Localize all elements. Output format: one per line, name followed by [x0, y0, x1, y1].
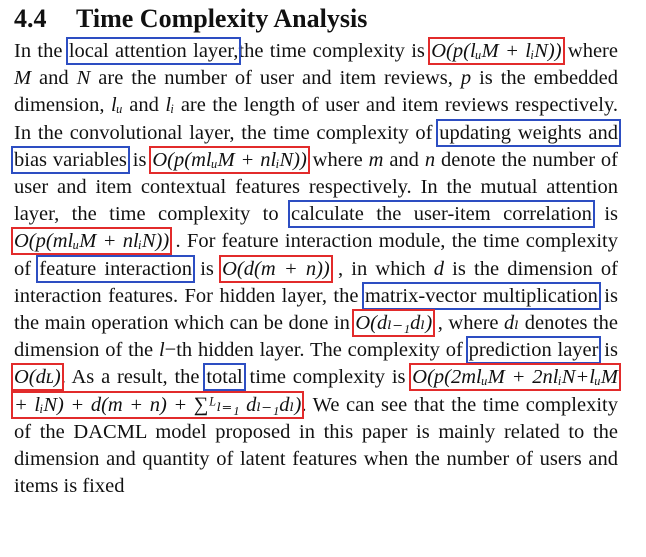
text-run: denote the number of user and item contextual features respectively. In the mutual attention layer, the time complexity to [14, 148, 619, 226]
highlight-operation: local attention layer, [68, 40, 239, 62]
math-symbol: m [368, 148, 384, 171]
text-run: and [31, 67, 77, 90]
text-run: . For feature interaction module, the time complexity of [14, 230, 618, 280]
section-number: 4.4 [14, 4, 47, 33]
highlight-complexity: O(dʟ) [14, 366, 61, 389]
text-run: . As a result, the [60, 366, 207, 389]
highlight-complexity: O(p(mlᵤM + nlᵢN)) [14, 230, 170, 253]
math-symbol: lᵤ [111, 94, 123, 117]
text-run: , where [432, 312, 505, 335]
text-run: is [591, 203, 618, 226]
text-run: is [126, 148, 153, 171]
text-run: where [561, 40, 618, 62]
math-symbol: N [76, 67, 91, 90]
math-symbol: dₗ [504, 312, 520, 335]
highlight-operation: feature interaction [39, 257, 193, 280]
text-run: are the length of user and item reviews respectively. In the convolutional layer, the time complexity of [14, 94, 618, 144]
highlight-operation: prediction layer [468, 339, 599, 362]
section-heading [14, 4, 618, 34]
math-symbol: d [433, 257, 444, 280]
math-symbol: n [424, 148, 436, 171]
text-run: is the main operation which can be done in [14, 284, 618, 335]
text-run: time complexity is [242, 366, 413, 389]
math-symbol: p [460, 67, 472, 90]
text-run: In the [14, 40, 69, 62]
text-run: is [192, 257, 223, 280]
text-run: , in which [329, 257, 434, 280]
math-symbol: lᵢ [165, 94, 175, 117]
text-run: −th hidden layer. The complexity of [164, 339, 469, 362]
text-run: is the embedded dimension, [14, 67, 618, 117]
highlight-complexity: O(p(mlᵤM + nlᵢN)) [152, 148, 307, 171]
highlight-complexity: O(p(lᵤM + lᵢN)) [431, 40, 562, 62]
document-page [14, 4, 618, 500]
text-run: is [598, 339, 618, 362]
text-run: the time complexity is [238, 40, 432, 62]
text-run: and [383, 148, 425, 171]
text-run: and [122, 94, 166, 117]
section-title: Time Complexity Analysis [76, 4, 368, 33]
text-run: . We can see that the time complexity of the DACML model proposed in this paper is mainly related to the dimension and quantity of latent features when the number of users and items is fixed [14, 393, 618, 498]
highlight-operation: calculate the user-item correlation [291, 203, 592, 226]
highlight-operation: matrix-vector multiplication [364, 284, 598, 307]
highlight-complexity: O(d(m + n)) [222, 257, 330, 280]
text-run: are the number of user and item reviews, [90, 67, 461, 90]
text-run: is the dimension of interaction features. For hidden layer, the [14, 257, 618, 307]
math-symbol: l [158, 339, 165, 362]
highlight-complexity: O(p(2mlᵤM + 2nlᵢN+lᵤM + lᵢN) + d(m + n) + ∑ᴸₗ₌₁ dₗ₋₁dₗ) [14, 366, 618, 416]
highlight-complexity: O(dₗ₋₁dₗ) [355, 312, 433, 335]
text-run: denotes the dimension of the [14, 312, 618, 362]
math-symbol: M [14, 67, 32, 90]
body-paragraph [14, 38, 618, 500]
highlight-operation: updating weights and bias variables [14, 121, 618, 171]
highlight-operation: total [206, 366, 243, 389]
text-run: where [306, 148, 369, 171]
